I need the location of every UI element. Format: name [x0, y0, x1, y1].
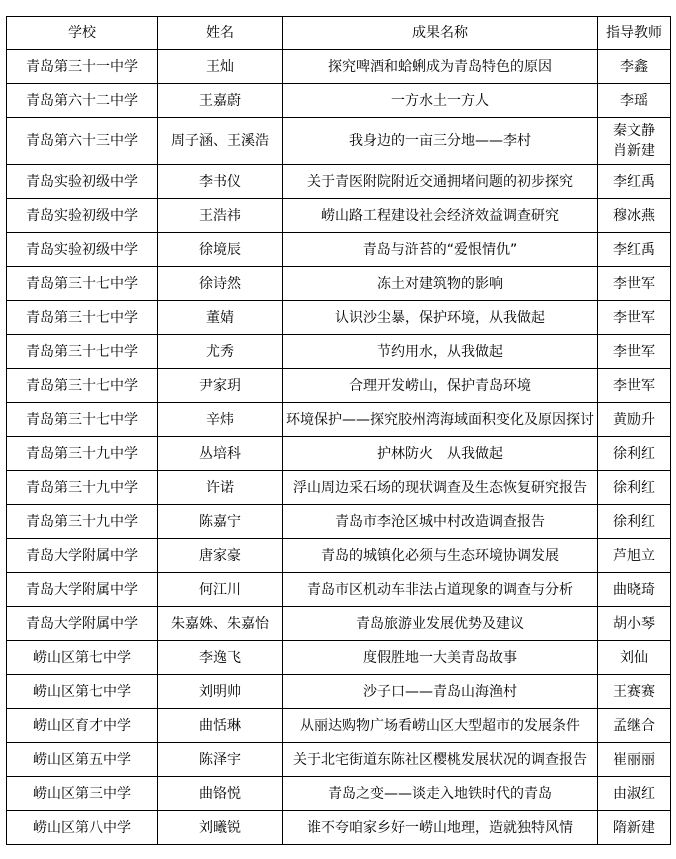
table-row: [7, 437, 671, 471]
school-cell: 青岛大学附属中学: [7, 539, 158, 573]
teacher-cell: [598, 471, 671, 505]
name-cell: 尹家玥: [158, 369, 283, 403]
name-cell: 唐家豪: [158, 539, 283, 573]
title-cell: 我身边的一亩三分地——李村: [283, 118, 598, 165]
school-cell: 青岛第六十三中学: [7, 118, 158, 165]
table-row: [7, 84, 671, 118]
name-cell: 刘曦锐: [158, 811, 283, 845]
school-cell: 崂山区第五中学: [7, 743, 158, 777]
school-cell: 青岛第三十七中学: [7, 267, 158, 301]
name-cell: 曲恬琳: [158, 709, 283, 743]
name-cell: 辛炜: [158, 403, 283, 437]
title-cell: 冻土对建筑物的影响: [283, 267, 598, 301]
table-row: [7, 709, 671, 743]
name-cell: 刘明帅: [158, 675, 283, 709]
teacher-name: 隋新建: [613, 819, 655, 836]
teacher-name: 王赛赛: [613, 683, 655, 700]
title-cell: 合理开发崂山，保护青岛环境: [283, 369, 598, 403]
name-cell: 丛培科: [158, 437, 283, 471]
teacher-cell: [598, 607, 671, 641]
teacher-cell: [598, 267, 671, 301]
teacher-cell: [598, 84, 671, 118]
teacher-cell: [598, 743, 671, 777]
teacher-name: 李红禹: [613, 241, 655, 258]
teacher-name: 徐利红: [613, 445, 655, 462]
name-cell: 王浩祎: [158, 199, 283, 233]
title-cell: 沙子口——青岛山海渔村: [283, 675, 598, 709]
teacher-name: 李瑶: [620, 92, 648, 109]
header-name: 姓名: [158, 17, 283, 50]
school-cell: 青岛第三十九中学: [7, 505, 158, 539]
table-row: [7, 811, 671, 845]
name-cell: 朱嘉姝、朱嘉怡: [158, 607, 283, 641]
teacher-name: 李鑫: [620, 58, 648, 75]
teacher-name: 徐利红: [613, 513, 655, 530]
teacher-name: 徐利红: [613, 479, 655, 496]
table-row: [7, 301, 671, 335]
header-teacher: 指导教师: [598, 17, 671, 50]
teacher-cell: [598, 709, 671, 743]
awards-table: [6, 16, 671, 845]
teacher-name: 肖新建: [613, 143, 655, 159]
header-school: 学校: [7, 17, 158, 50]
teacher-cell: [598, 369, 671, 403]
teacher-cell: [598, 50, 671, 84]
teacher-cell: [598, 573, 671, 607]
teacher-cell: [598, 301, 671, 335]
table-row: [7, 369, 671, 403]
school-cell: 青岛第三十七中学: [7, 335, 158, 369]
table-row: [7, 505, 671, 539]
school-cell: 青岛第三十九中学: [7, 437, 158, 471]
teacher-name: 李红禹: [613, 173, 655, 190]
title-cell: 一方水土一方人: [283, 84, 598, 118]
name-cell: 徐境辰: [158, 233, 283, 267]
title-cell: 青岛旅游业发展优势及建议: [283, 607, 598, 641]
title-cell: 从丽达购物广场看崂山区大型超市的发展条件: [283, 709, 598, 743]
title-cell: 关于北宅街道东陈社区樱桃发展状况的调查报告: [283, 743, 598, 777]
school-cell: 崂山区第七中学: [7, 675, 158, 709]
teacher-cell: [598, 118, 671, 165]
title-cell: 节约用水，从我做起: [283, 335, 598, 369]
teacher-name: 李世军: [613, 343, 655, 360]
table-body: [7, 50, 671, 845]
name-cell: 董婧: [158, 301, 283, 335]
school-cell: 青岛第三十七中学: [7, 369, 158, 403]
teacher-cell: [598, 811, 671, 845]
table-row: [7, 743, 671, 777]
teacher-name: 胡小琴: [613, 615, 655, 632]
school-cell: 青岛第三十七中学: [7, 403, 158, 437]
school-cell: 崂山区第八中学: [7, 811, 158, 845]
teacher-cell: [598, 335, 671, 369]
title-cell: 护林防火 从我做起: [283, 437, 598, 471]
school-cell: 崂山区第七中学: [7, 641, 158, 675]
table-row: [7, 471, 671, 505]
title-cell: 认识沙尘暴，保护环境，从我做起: [283, 301, 598, 335]
title-cell: 青岛市李沧区城中村改造调查报告: [283, 505, 598, 539]
name-cell: 曲铬悦: [158, 777, 283, 811]
name-cell: 陈泽宇: [158, 743, 283, 777]
teacher-name: 穆冰燕: [613, 207, 655, 224]
name-cell: 何江川: [158, 573, 283, 607]
teacher-cell: [598, 233, 671, 267]
title-cell: 关于青医附院附近交通拥堵问题的初步探究: [283, 165, 598, 199]
teacher-name: 芦旭立: [613, 547, 655, 564]
name-cell: 尤秀: [158, 335, 283, 369]
title-cell: 青岛与浒苔的“爱恨情仇”: [283, 233, 598, 267]
teacher-cell: [598, 675, 671, 709]
school-cell: 青岛实验初级中学: [7, 165, 158, 199]
table-row: [7, 199, 671, 233]
teacher-cell: [598, 165, 671, 199]
school-cell: 青岛大学附属中学: [7, 607, 158, 641]
table-row: [7, 641, 671, 675]
title-cell: 环境保护——探究胶州湾海域面积变化及原因探讨: [283, 403, 598, 437]
school-cell: 青岛第三十九中学: [7, 471, 158, 505]
teacher-name: 刘仙: [620, 649, 648, 666]
table-row: [7, 335, 671, 369]
teacher-cell: [598, 641, 671, 675]
teacher-cell: [598, 437, 671, 471]
table-row: [7, 118, 671, 165]
title-cell: 谁不夸咱家乡好一崂山地理，造就独特风情: [283, 811, 598, 845]
name-cell: 李逸飞: [158, 641, 283, 675]
teacher-name: 李世军: [613, 275, 655, 292]
school-cell: 崂山区第三中学: [7, 777, 158, 811]
teacher-name: 孟继合: [613, 717, 655, 734]
teacher-name: 李世军: [613, 377, 655, 394]
school-cell: 崂山区育才中学: [7, 709, 158, 743]
teacher-cell: [598, 505, 671, 539]
title-cell: 青岛市区机动车非法占道现象的调查与分析: [283, 573, 598, 607]
teacher-cell: [598, 539, 671, 573]
teacher-cell: [598, 199, 671, 233]
table-row: [7, 777, 671, 811]
name-cell: 徐诗然: [158, 267, 283, 301]
name-cell: 陈嘉宁: [158, 505, 283, 539]
title-cell: 度假胜地一大美青岛故事: [283, 641, 598, 675]
table-row: [7, 267, 671, 301]
header-row: [7, 17, 671, 50]
school-cell: 青岛实验初级中学: [7, 233, 158, 267]
teacher-cell: [598, 403, 671, 437]
table-row: [7, 233, 671, 267]
table-row: [7, 675, 671, 709]
title-cell: 青岛的城镇化必须与生态环境协调发展: [283, 539, 598, 573]
school-cell: 青岛第三十七中学: [7, 301, 158, 335]
name-cell: 周子涵、王溪浩: [158, 118, 283, 165]
title-cell: 浮山周边采石场的现状调查及生态恢复研究报告: [283, 471, 598, 505]
teacher-name: 秦文静: [613, 123, 655, 139]
teacher-name: 崔丽丽: [613, 751, 655, 768]
teacher-cell: [598, 777, 671, 811]
name-cell: 王嘉蔚: [158, 84, 283, 118]
teacher-name: 由淑红: [613, 785, 655, 802]
school-cell: 青岛第三十一中学: [7, 50, 158, 84]
school-cell: 青岛第六十二中学: [7, 84, 158, 118]
school-cell: 青岛大学附属中学: [7, 573, 158, 607]
name-cell: 许诺: [158, 471, 283, 505]
school-cell: 青岛实验初级中学: [7, 199, 158, 233]
title-cell: 探究啤酒和蛤蜊成为青岛特色的原因: [283, 50, 598, 84]
table-row: [7, 50, 671, 84]
teacher-name: 黄励升: [613, 411, 655, 428]
table-row: [7, 539, 671, 573]
table-row: [7, 403, 671, 437]
title-cell: 青岛之变——谈走入地铁时代的青岛: [283, 777, 598, 811]
header-title: 成果名称: [283, 17, 598, 50]
teacher-name: 李世军: [613, 309, 655, 326]
name-cell: 李书仪: [158, 165, 283, 199]
table-row: [7, 573, 671, 607]
title-cell: 崂山路工程建设社会经济效益调查研究: [283, 199, 598, 233]
table-row: [7, 165, 671, 199]
teacher-name: 曲晓琦: [613, 581, 655, 598]
table-row: [7, 607, 671, 641]
name-cell: 王灿: [158, 50, 283, 84]
